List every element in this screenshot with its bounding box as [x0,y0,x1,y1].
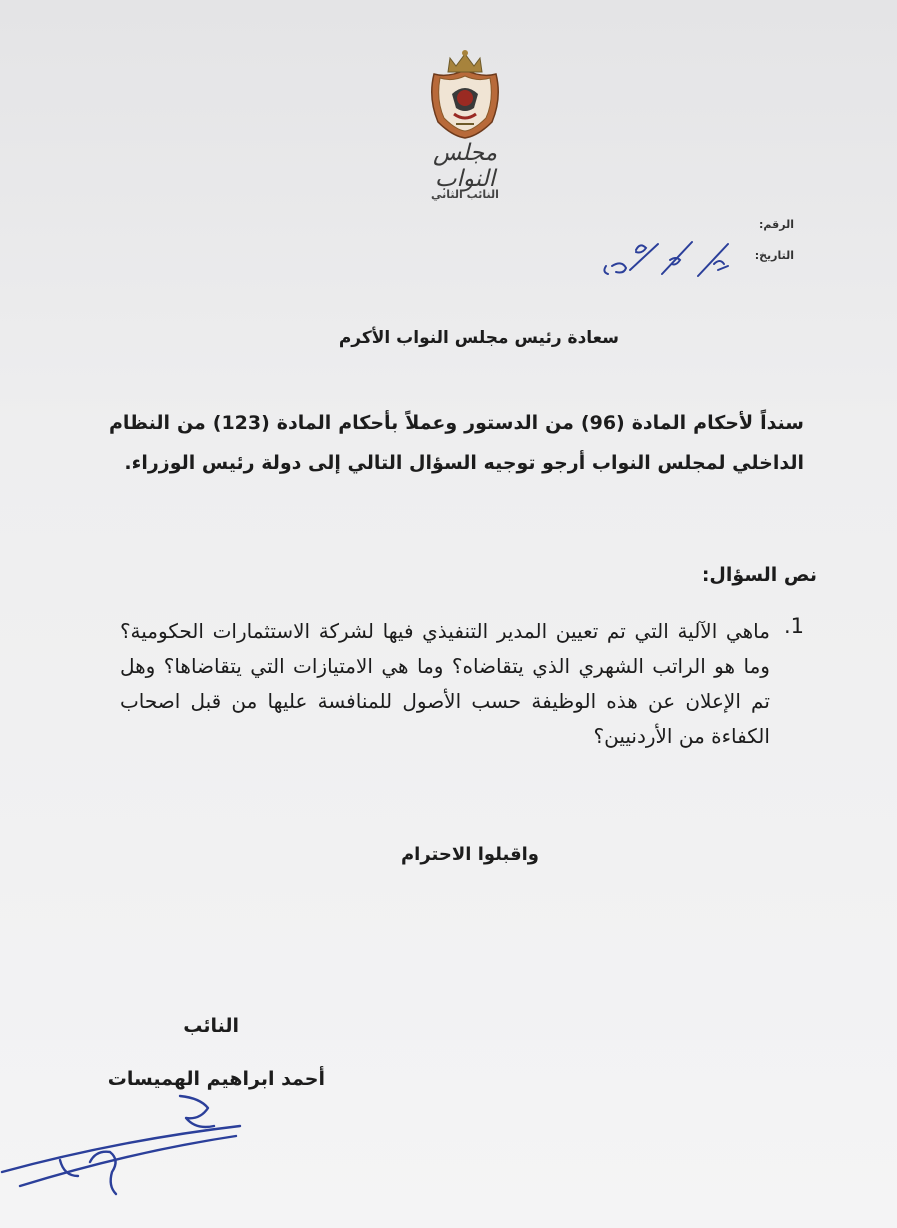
salutation: سعادة رئيس مجلس النواب الأكرم [338,328,619,348]
list-item [104,614,804,754]
signatory-title: النائب [183,1015,239,1037]
org-subtitle: النائب الثاني [431,188,499,201]
intro-paragraph: سنداً لأحكام المادة (96) من الدستور وعملاً بأحكام المادة (123) من النظام الداخلي لمجلس النواب أرجو توجيه السؤال التالي إلى دولة رئيس الوزراء. [109,412,804,474]
question-list [104,614,804,754]
org-name: مجلس النواب [432,140,498,192]
royal-crest-logo [426,48,504,140]
question-heading: نص السؤال: [701,564,817,586]
signatory-name: أحمد ابراهيم الهميسات [107,1068,325,1090]
reference-label: الرقم: [759,218,794,231]
date-label: التاريخ: [754,249,794,262]
handwritten-signature [0,1090,250,1200]
question-text: ماهي الآلية التي تم تعيين المدير التنفيذي فيها لشركة الاستثمارات الحكومية؟ وما هو الراتب الشهري الذي يتقاضاه؟ وما هي الامتيازات التي يتقاضاها؟ وهل تم الإعلان عن هذه الوظيفة حسب الأصول للمنافسة عليها من قبل اصحاب الكفاءة من الأردنيين؟ [119,619,770,748]
closing-line: واقبلوا الاحترام [400,844,539,865]
question-number: 1. [783,614,804,638]
handwritten-date [600,230,740,285]
